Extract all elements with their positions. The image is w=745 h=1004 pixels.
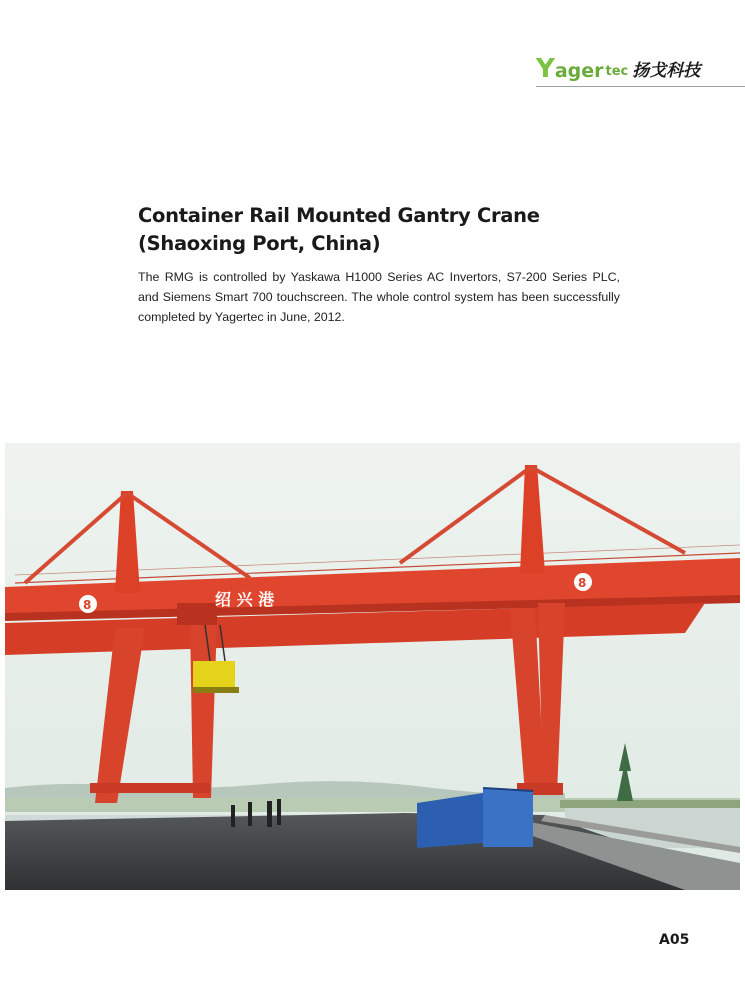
logo-tec: tec [605, 64, 629, 79]
logo-chinese-name: 扬戈科技 [632, 61, 701, 81]
header-rule [536, 86, 745, 87]
page-number: A05 [659, 932, 690, 948]
article-paragraph: The RMG is controlled by Yaskawa H1000 Series AC Invertors, S7-200 Series PLC, and Siemens Smart 700 touchscreen. The whole control system has been successfully completed by Yagertec in June, 2012. [138, 270, 620, 324]
crane-number-right: 8 [578, 576, 587, 590]
brand-logo [536, 50, 700, 82]
title-line-1: Container Rail Mounted Gantry Crane [138, 204, 540, 227]
crane-photo [5, 443, 740, 890]
crane-number-left: 8 [83, 598, 92, 612]
crane-sign-text: 绍 兴 港 [215, 590, 275, 609]
article-title [138, 202, 658, 258]
title-line-2: (Shaoxing Port, China) [138, 232, 381, 255]
logo-letter-y: Y [536, 54, 555, 84]
logo-wordmark: ager [554, 60, 604, 82]
